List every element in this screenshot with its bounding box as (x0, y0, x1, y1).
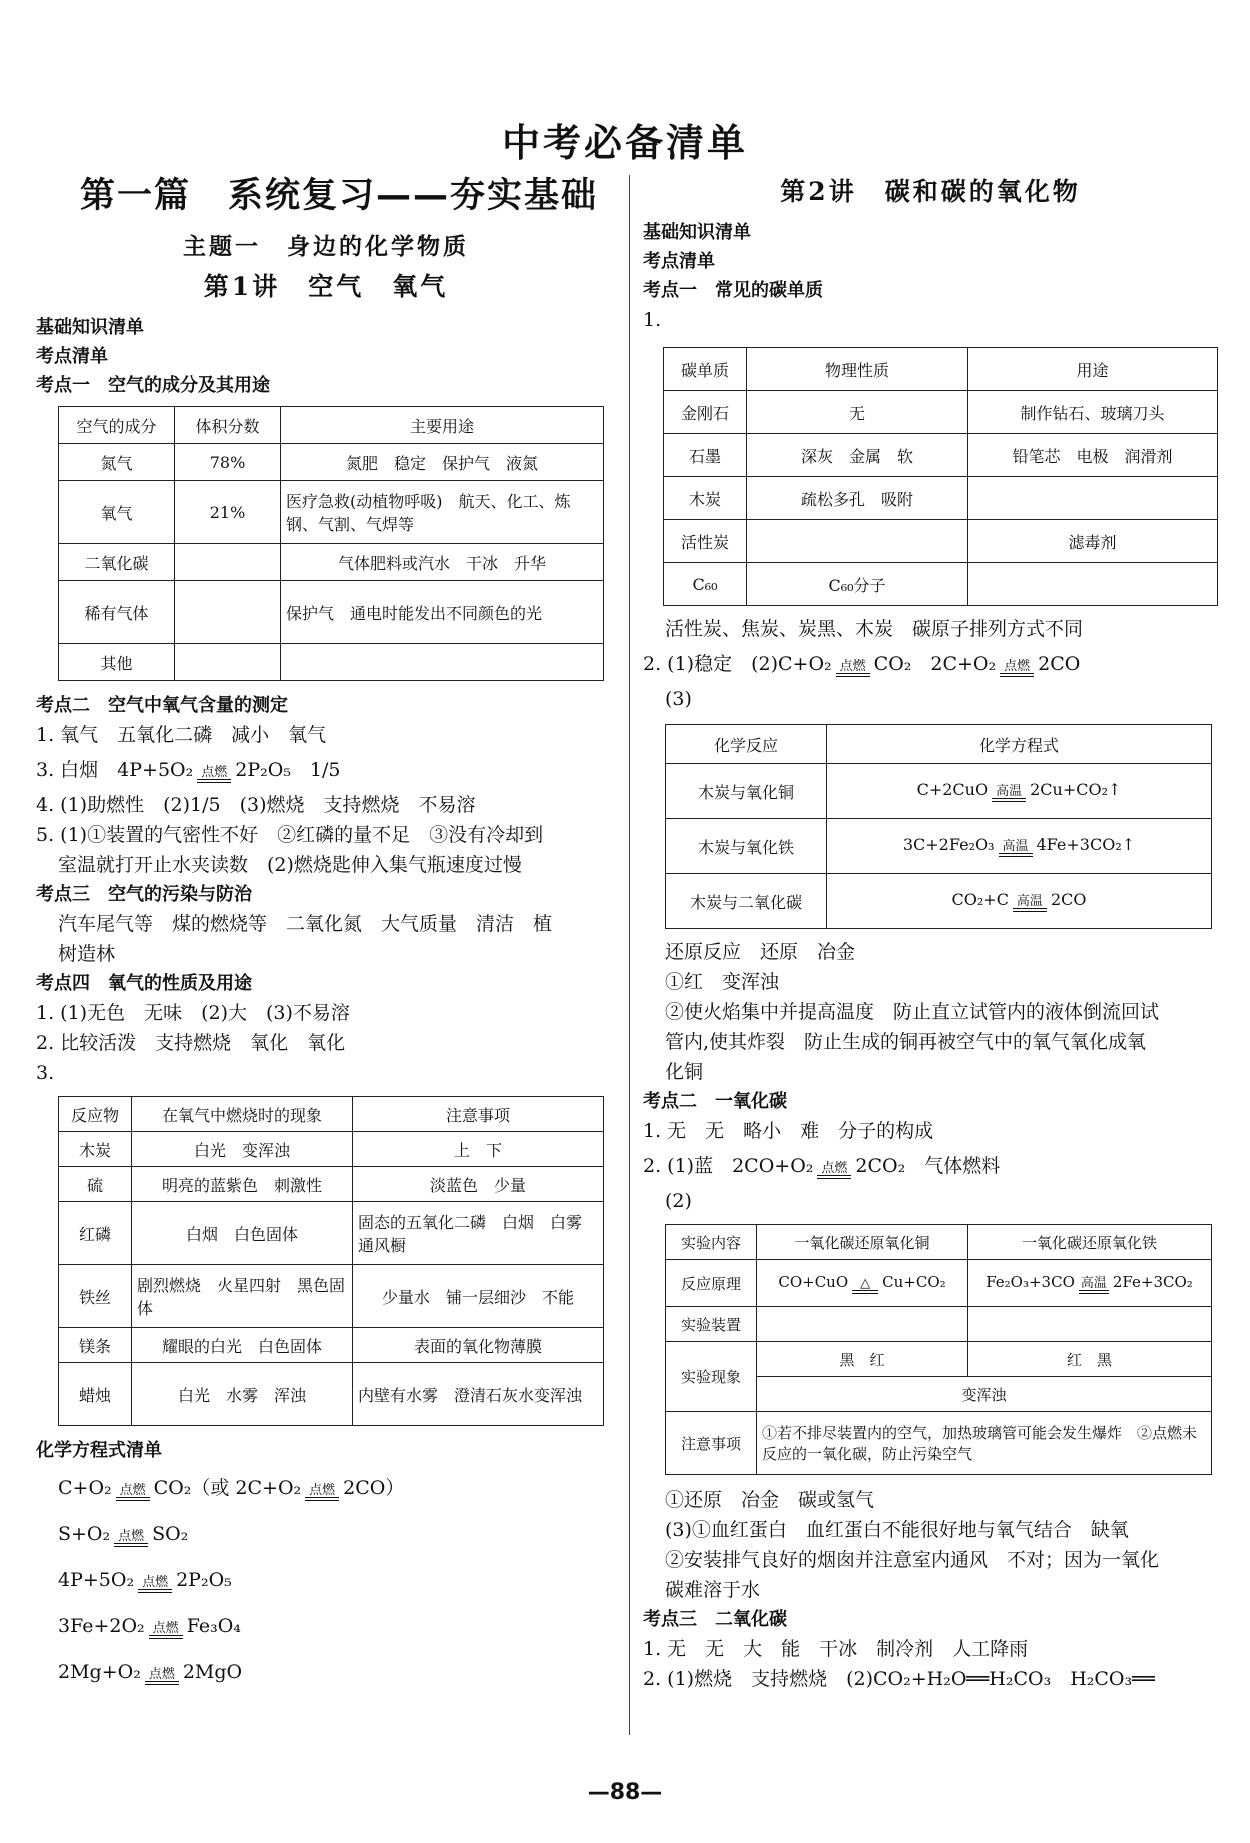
reaction-arrow (149, 1622, 183, 1639)
equation-line (36, 1649, 616, 1695)
page-title: 中考必备清单 (501, 121, 748, 165)
table-cell: C₆₀分子 (747, 563, 968, 606)
table-cell: 气体肥料或汽水 干冰 升华 (281, 544, 604, 581)
table-cell: 金刚石 (664, 391, 747, 434)
table-cell: 白烟 白色固体 (132, 1202, 353, 1265)
eq-rhs: 2CO₂ 气体燃料 (855, 1155, 1001, 1177)
reaction-arrow (999, 840, 1033, 857)
eq-rhs: 2CO (1038, 653, 1081, 675)
table-cell: 内壁有水雾 澄清石灰水变浑浊 (353, 1363, 604, 1426)
equation-line (643, 1146, 1218, 1186)
eq-rhs: CO₂ 2C+O₂ (873, 653, 997, 675)
table-header: 反应物 (59, 1097, 132, 1132)
text-line: (2) (665, 1190, 692, 1212)
table-cell: 制作钻石、玻璃刀头 (968, 391, 1218, 434)
table-cell: 淡蓝色 少量 (353, 1167, 604, 1202)
text-line: (3)①血红蛋白 血红蛋白不能很好地与氧气结合 缺氧 (665, 1519, 1129, 1541)
text-line: 5. (1)①装置的气密性不好 ②红磷的量不足 ③没有冷却到 (36, 824, 544, 846)
table-cell (968, 477, 1218, 520)
eq-lhs: 3C+2Fe₂O₃ (902, 835, 995, 854)
kd1-heading: 考点一 空气的成分及其用途 (36, 375, 270, 396)
eq-condition: 高温 (1016, 894, 1043, 909)
text-line: 4. (1)助燃性 (2)1/5 (3)燃烧 支持燃烧 不易溶 (36, 794, 476, 816)
equation-line (36, 1511, 616, 1557)
eq-condition: 点燃 (821, 1161, 848, 1176)
table-header: 化学方程式 (827, 725, 1212, 764)
table-cell: 固态的五氧化二磷 白烟 白雾 通风橱 (353, 1202, 604, 1265)
table-cell (281, 644, 604, 681)
table-header: 在氧气中燃烧时的现象 (132, 1097, 353, 1132)
table-cell: 石墨 (664, 434, 747, 477)
eq-condition: 点燃 (142, 1575, 169, 1590)
eq-rhs: SO₂ (152, 1523, 189, 1545)
table-cell: 蜡烛 (59, 1363, 132, 1426)
eq-rhs: Fe₃O₄ (186, 1615, 241, 1637)
text-line: 1. 无 无 大 能 干冰 制冷剂 人工降雨 (643, 1638, 1029, 1660)
text-line: 碳难溶于水 (665, 1579, 761, 1601)
table-cell: 镁条 (59, 1328, 132, 1363)
table-header: 碳单质 (664, 348, 747, 391)
reaction-arrow (992, 785, 1026, 802)
eq-lhs: 2. (1)蓝 2CO+O₂ (643, 1155, 814, 1177)
table-cell: 其他 (59, 644, 175, 681)
text-line: 1. 氧气 五氧化二磷 减小 氧气 (36, 724, 327, 746)
table-cell: 实验现象 (666, 1342, 757, 1412)
text-line: 树造林 (58, 943, 116, 965)
table-cell: 红磷 (59, 1202, 132, 1265)
table-cell: 滤毒剂 (968, 520, 1218, 563)
page-number: —88— (587, 1780, 663, 1805)
equation-line (643, 644, 1218, 684)
table-cell: 白光 变浑浊 (132, 1132, 353, 1167)
table-cell: 木炭与二氧化碳 (666, 874, 827, 929)
left-column (36, 168, 616, 1695)
eq-lhs: S+O₂ (58, 1523, 111, 1545)
table-header: 注意事项 (353, 1097, 604, 1132)
table-cell: 白光 水雾 浑浊 (132, 1363, 353, 1426)
text-line: 1. 无 无 略小 难 分子的构成 (643, 1120, 934, 1142)
eq-rhs: 2CO） (343, 1477, 405, 1499)
eq-condition: 点燃 (1004, 659, 1031, 674)
equation-cell (757, 1260, 968, 1307)
table-header: 空气的成分 (59, 407, 175, 444)
text-line: 室温就打开止水夹读数 (2)燃烧匙伸入集气瓶速度过慢 (58, 854, 522, 876)
table-cell (175, 581, 281, 644)
table-cell: 硫 (59, 1167, 132, 1202)
reaction-arrow (116, 1484, 150, 1501)
eq-condition: 高温 (1080, 1275, 1107, 1291)
table-cell: ①若不排尽装置内的空气，加热玻璃管可能会发生爆炸 ②点燃未反应的一氧化碳，防止污染空气 (757, 1412, 1212, 1475)
table-cell: 红 黑 (968, 1342, 1212, 1377)
eq-condition: 点燃 (119, 1483, 146, 1498)
table-header: 化学反应 (666, 725, 827, 764)
table-cell: 疏松多孔 吸附 (747, 477, 968, 520)
table-cell: 实验装置 (666, 1307, 757, 1342)
table-cell: 氮气 (59, 444, 175, 481)
kd3-heading: 考点三 二氧化碳 (643, 1609, 787, 1630)
kd2-heading: 考点二 空气中氧气含量的测定 (36, 695, 288, 716)
table-cell: 21% (175, 481, 281, 544)
reaction-arrow (114, 1530, 148, 1547)
table-cell (968, 563, 1218, 606)
eq-condition: 点燃 (201, 765, 228, 780)
table-cell: 少量水 铺一层细沙 不能 (353, 1265, 604, 1328)
kd4-heading: 考点四 氧气的性质及用途 (36, 973, 252, 994)
column-divider (629, 175, 630, 1735)
eq-lhs: CO₂+C (951, 890, 1009, 909)
table-cell: 剧烈燃烧 火星四射 黑色固体 (132, 1265, 353, 1328)
eq-lhs: C+O₂ (58, 1477, 112, 1499)
table-cell: 稀有气体 (59, 581, 175, 644)
table-cell: 铁丝 (59, 1265, 132, 1328)
eq-condition: 点燃 (148, 1667, 175, 1682)
reaction-arrow (817, 1162, 851, 1179)
eq-rhs: 2MgO (182, 1661, 243, 1683)
equation-cell (827, 764, 1212, 819)
kaodian-list-heading: 考点清单 (643, 251, 715, 272)
table-cell: C₆₀ (664, 563, 747, 606)
eq-condition: 点燃 (152, 1621, 179, 1636)
eq-lhs: 2Mg+O₂ (58, 1661, 141, 1683)
table-header: 一氧化碳还原氧化铜 (757, 1225, 968, 1260)
part-title: 第一篇 系统复习——夯实基础 (80, 176, 599, 216)
kd2-heading: 考点二 一氧化碳 (643, 1091, 787, 1112)
table-header: 一氧化碳还原氧化铁 (968, 1225, 1212, 1260)
eq-condition: 高温 (996, 784, 1023, 799)
table-cell: 活性炭 (664, 520, 747, 563)
table-cell: 医疗急救(动植物呼吸) 航天、化工、炼钢、气割、气焊等 (281, 481, 604, 544)
table-cell (968, 1307, 1212, 1342)
reaction-arrow (145, 1668, 179, 1685)
equation-list-heading: 化学方程式清单 (36, 1440, 162, 1461)
table-cell: 明亮的蓝紫色 刺激性 (132, 1167, 353, 1202)
eq-rhs: CO₂（或 2C+O₂ (153, 1477, 302, 1499)
eq-lhs: Fe₂O₃+3CO (986, 1272, 1075, 1291)
table-cell: 铅笔芯 电极 润滑剂 (968, 434, 1218, 477)
basic-list-heading: 基础知识清单 (36, 317, 144, 338)
carbon-elements-table (663, 347, 1218, 606)
table-cell: 木炭与氧化铁 (666, 819, 827, 874)
table-cell: 黑 红 (757, 1342, 968, 1377)
oxygen-burning-table (58, 1096, 604, 1426)
eq-rhs: Cu+CO₂ (882, 1272, 946, 1291)
table-header: 用途 (968, 348, 1218, 391)
reaction-arrow (1013, 895, 1047, 912)
kaodian-list-heading: 考点清单 (36, 346, 108, 367)
table-cell (175, 544, 281, 581)
text-line: 2. (1)燃烧 支持燃烧 (2)CO₂+H₂O══H₂CO₃ H₂CO₃══ (643, 1668, 1155, 1690)
eq-lhs: 4P+5O₂ (58, 1569, 135, 1591)
text-line: 还原反应 还原 冶金 (665, 941, 856, 963)
text-line: 管内,使其炸裂 防止生成的铜再被空气中的氧气氧化成氧 (665, 1031, 1147, 1053)
table-cell: 表面的氧化物薄膜 (353, 1328, 604, 1363)
lecture-1-title: 第1讲 空气 氧气 (203, 272, 449, 301)
equation-line (36, 750, 616, 790)
reaction-arrow (1079, 1277, 1109, 1294)
eq-lhs: 3. 白烟 4P+5O₂ (36, 759, 194, 781)
table-cell: 保护气 通电时能发出不同颜色的光 (281, 581, 604, 644)
text-line: ②安装排气良好的烟囱并注意室内通风 不对；因为一氧化 (665, 1549, 1160, 1571)
table-cell (757, 1307, 968, 1342)
text-line: (3) (665, 688, 692, 710)
table-cell: 氧气 (59, 481, 175, 544)
text-line: 1. (643, 309, 662, 331)
co-reduction-table (665, 1224, 1212, 1475)
table-cell: 木炭 (59, 1132, 132, 1167)
text-line: 2. 比较活泼 支持燃烧 氧化 氧化 (36, 1032, 346, 1054)
table-header: 主要用途 (281, 407, 604, 444)
basic-list-heading: 基础知识清单 (643, 222, 751, 243)
reaction-arrow (197, 766, 231, 783)
table-cell: 木炭 (664, 477, 747, 520)
eq-rhs: 2CO (1050, 890, 1087, 909)
eq-lhs: C+2CuO (916, 780, 989, 799)
equation-cell (827, 874, 1212, 929)
text-line: 化铜 (665, 1061, 704, 1083)
table-header: 实验内容 (666, 1225, 757, 1260)
eq-rhs: 4Fe+3CO₂↑ (1036, 835, 1136, 854)
reaction-arrow (836, 660, 870, 677)
table-cell: 无 (747, 391, 968, 434)
eq-lhs: 2. (1)稳定 (2)C+O₂ (643, 653, 832, 675)
eq-condition: △ (860, 1275, 871, 1291)
text-line: ①红 变浑浊 (665, 971, 780, 993)
table-cell (175, 644, 281, 681)
air-composition-table (58, 406, 604, 681)
equation-line (36, 1557, 616, 1603)
text-line: ①还原 冶金 碳或氢气 (665, 1489, 875, 1511)
eq-rhs: 2Cu+CO₂↑ (1030, 780, 1122, 799)
eq-lhs: 3Fe+2O₂ (58, 1615, 145, 1637)
reaction-arrow (852, 1277, 878, 1294)
carbon-reactions-table (665, 724, 1212, 929)
table-header: 体积分数 (175, 407, 281, 444)
text-line: 3. (36, 1062, 55, 1084)
table-cell: 变浑浊 (757, 1377, 1212, 1412)
table-cell: 耀眼的白光 白色固体 (132, 1328, 353, 1363)
right-column (643, 168, 1218, 1694)
table-cell: 上 下 (353, 1132, 604, 1167)
table-cell (747, 520, 968, 563)
kd3-heading: 考点三 空气的污染与防治 (36, 884, 252, 905)
eq-condition: 点燃 (839, 659, 866, 674)
eq-lhs: CO+CuO (778, 1272, 849, 1291)
text-line: 活性炭、焦炭、炭黑、木炭 碳原子排列方式不同 (665, 618, 1084, 640)
table-cell: 木炭与氧化铜 (666, 764, 827, 819)
reaction-arrow (138, 1576, 172, 1593)
eq-condition: 点燃 (118, 1529, 145, 1544)
eq-condition: 点燃 (309, 1483, 336, 1498)
eq-condition: 高温 (1002, 839, 1029, 854)
equation-line (36, 1603, 616, 1649)
eq-rhs: 2P₂O₅ (176, 1569, 232, 1591)
table-header: 物理性质 (747, 348, 968, 391)
text-line: ②使火焰集中并提高温度 防止直立试管内的液体倒流回试 (665, 1001, 1160, 1023)
eq-rhs: 2Fe+3CO₂ (1112, 1272, 1193, 1291)
reaction-arrow (1000, 660, 1034, 677)
table-cell: 二氧化碳 (59, 544, 175, 581)
text-line: 汽车尾气等 煤的燃烧等 二氧化氮 大气质量 清洁 植 (58, 913, 553, 935)
table-cell: 氮肥 稳定 保护气 液氮 (281, 444, 604, 481)
theme-title: 主题一 身边的化学物质 (183, 233, 469, 260)
table-cell: 注意事项 (666, 1412, 757, 1475)
equation-line (36, 1465, 616, 1511)
equation-cell (968, 1260, 1212, 1307)
kd1-heading: 考点一 常见的碳单质 (643, 280, 823, 301)
table-cell: 78% (175, 444, 281, 481)
text-line: 1. (1)无色 无味 (2)大 (3)不易溶 (36, 1002, 350, 1024)
table-cell: 反应原理 (666, 1260, 757, 1307)
lecture-2-title: 第2讲 碳和碳的氧化物 (780, 177, 1081, 206)
eq-rhs: 2P₂O₅ 1/5 (235, 759, 341, 781)
reaction-arrow (305, 1484, 339, 1501)
equation-cell (827, 819, 1212, 874)
table-cell: 深灰 金属 软 (747, 434, 968, 477)
